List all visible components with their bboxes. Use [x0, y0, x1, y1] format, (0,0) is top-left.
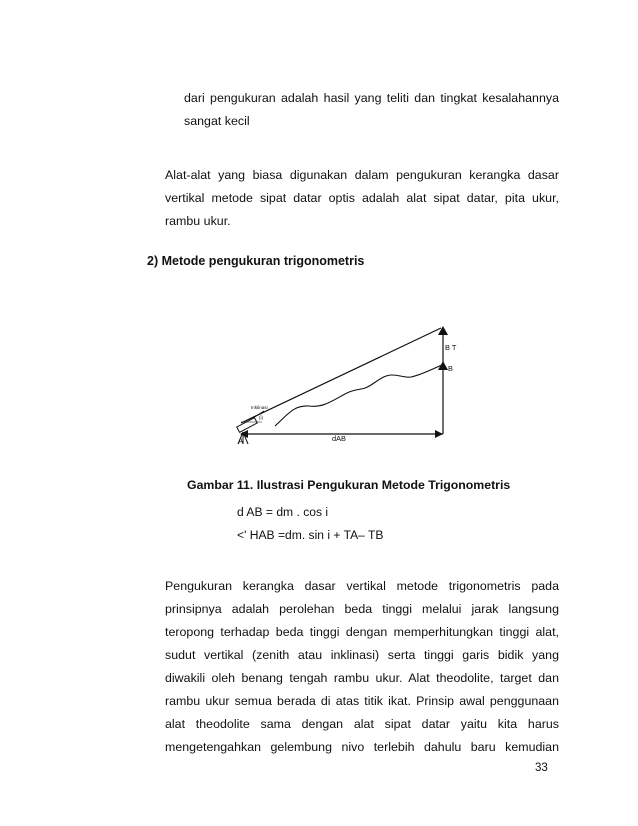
- paragraph-2-line-6: rambu ukur semua berada di atas titik ikat. Prinsip awal penggunaan: [165, 694, 559, 708]
- paragraph-2-line-1: Pengukuran kerangka dasar vertikal metode trigonometris pada: [165, 579, 559, 593]
- height-formula: <' HAB =dm. sin i + TA– TB: [237, 528, 384, 542]
- paragraph-2-line-3: teropong terhadap beda tinggi dengan memperhitungkan tinggi alat,: [165, 625, 559, 639]
- paragraph-2-line-4: sudut vertikal (zenith atau inklinasi) serta tinggi garis bidik yang: [165, 648, 559, 662]
- paragraph-1-line-2: vertikal metode sipat datar optis adalah alat sipat datar, pita ukur,: [165, 191, 559, 205]
- bt-arrowhead: [438, 326, 448, 335]
- trigonometric-measurement-figure: [230, 318, 462, 450]
- right-distance-arrowhead: [435, 430, 443, 438]
- intro-line-2: sangat kecil: [184, 114, 250, 128]
- intro-line-1: dari pengukuran adalah hasil yang teliti dan tingkat kesalahannya: [184, 91, 559, 105]
- paragraph-1-line-3: rambu ukur.: [165, 214, 231, 228]
- inclination-symbol-label: (i): [259, 415, 264, 420]
- distance-label: dAB: [332, 434, 346, 443]
- paragraph-1-line-1: Alat-alat yang biasa digunakan dalam pengukuran kerangka dasar: [165, 168, 559, 182]
- inclination-label: Inklinasi: [251, 405, 268, 410]
- figure-caption: Gambar 11. Ilustrasi Pengukuran Metode Trigonometris: [187, 478, 511, 492]
- distance-formula: d AB = dm . cos i: [237, 505, 329, 519]
- paragraph-2-line-8: mengetengahkan gelembung nivo terlebih dahulu baru kemudian: [165, 740, 559, 754]
- paragraph-2-line-5: diwakili oleh benang tengah rambu ukur. Alat theodolite, target dan: [165, 671, 559, 685]
- b-label: B: [448, 364, 453, 373]
- point-a-label: A: [238, 437, 244, 446]
- paragraph-2-line-2: prinsipnya adalah perolehan beda tinggi melalui jarak langsung: [165, 602, 559, 616]
- page-number: 33: [535, 762, 548, 774]
- paragraph-2-line-7: alat theodolite sama dengan alat sipat datar yaitu kita harus: [165, 717, 559, 731]
- line-of-sight: [241, 328, 441, 423]
- section-heading: 2) Metode pengukuran trigonometris: [147, 254, 365, 268]
- bt-label: B T: [445, 343, 457, 352]
